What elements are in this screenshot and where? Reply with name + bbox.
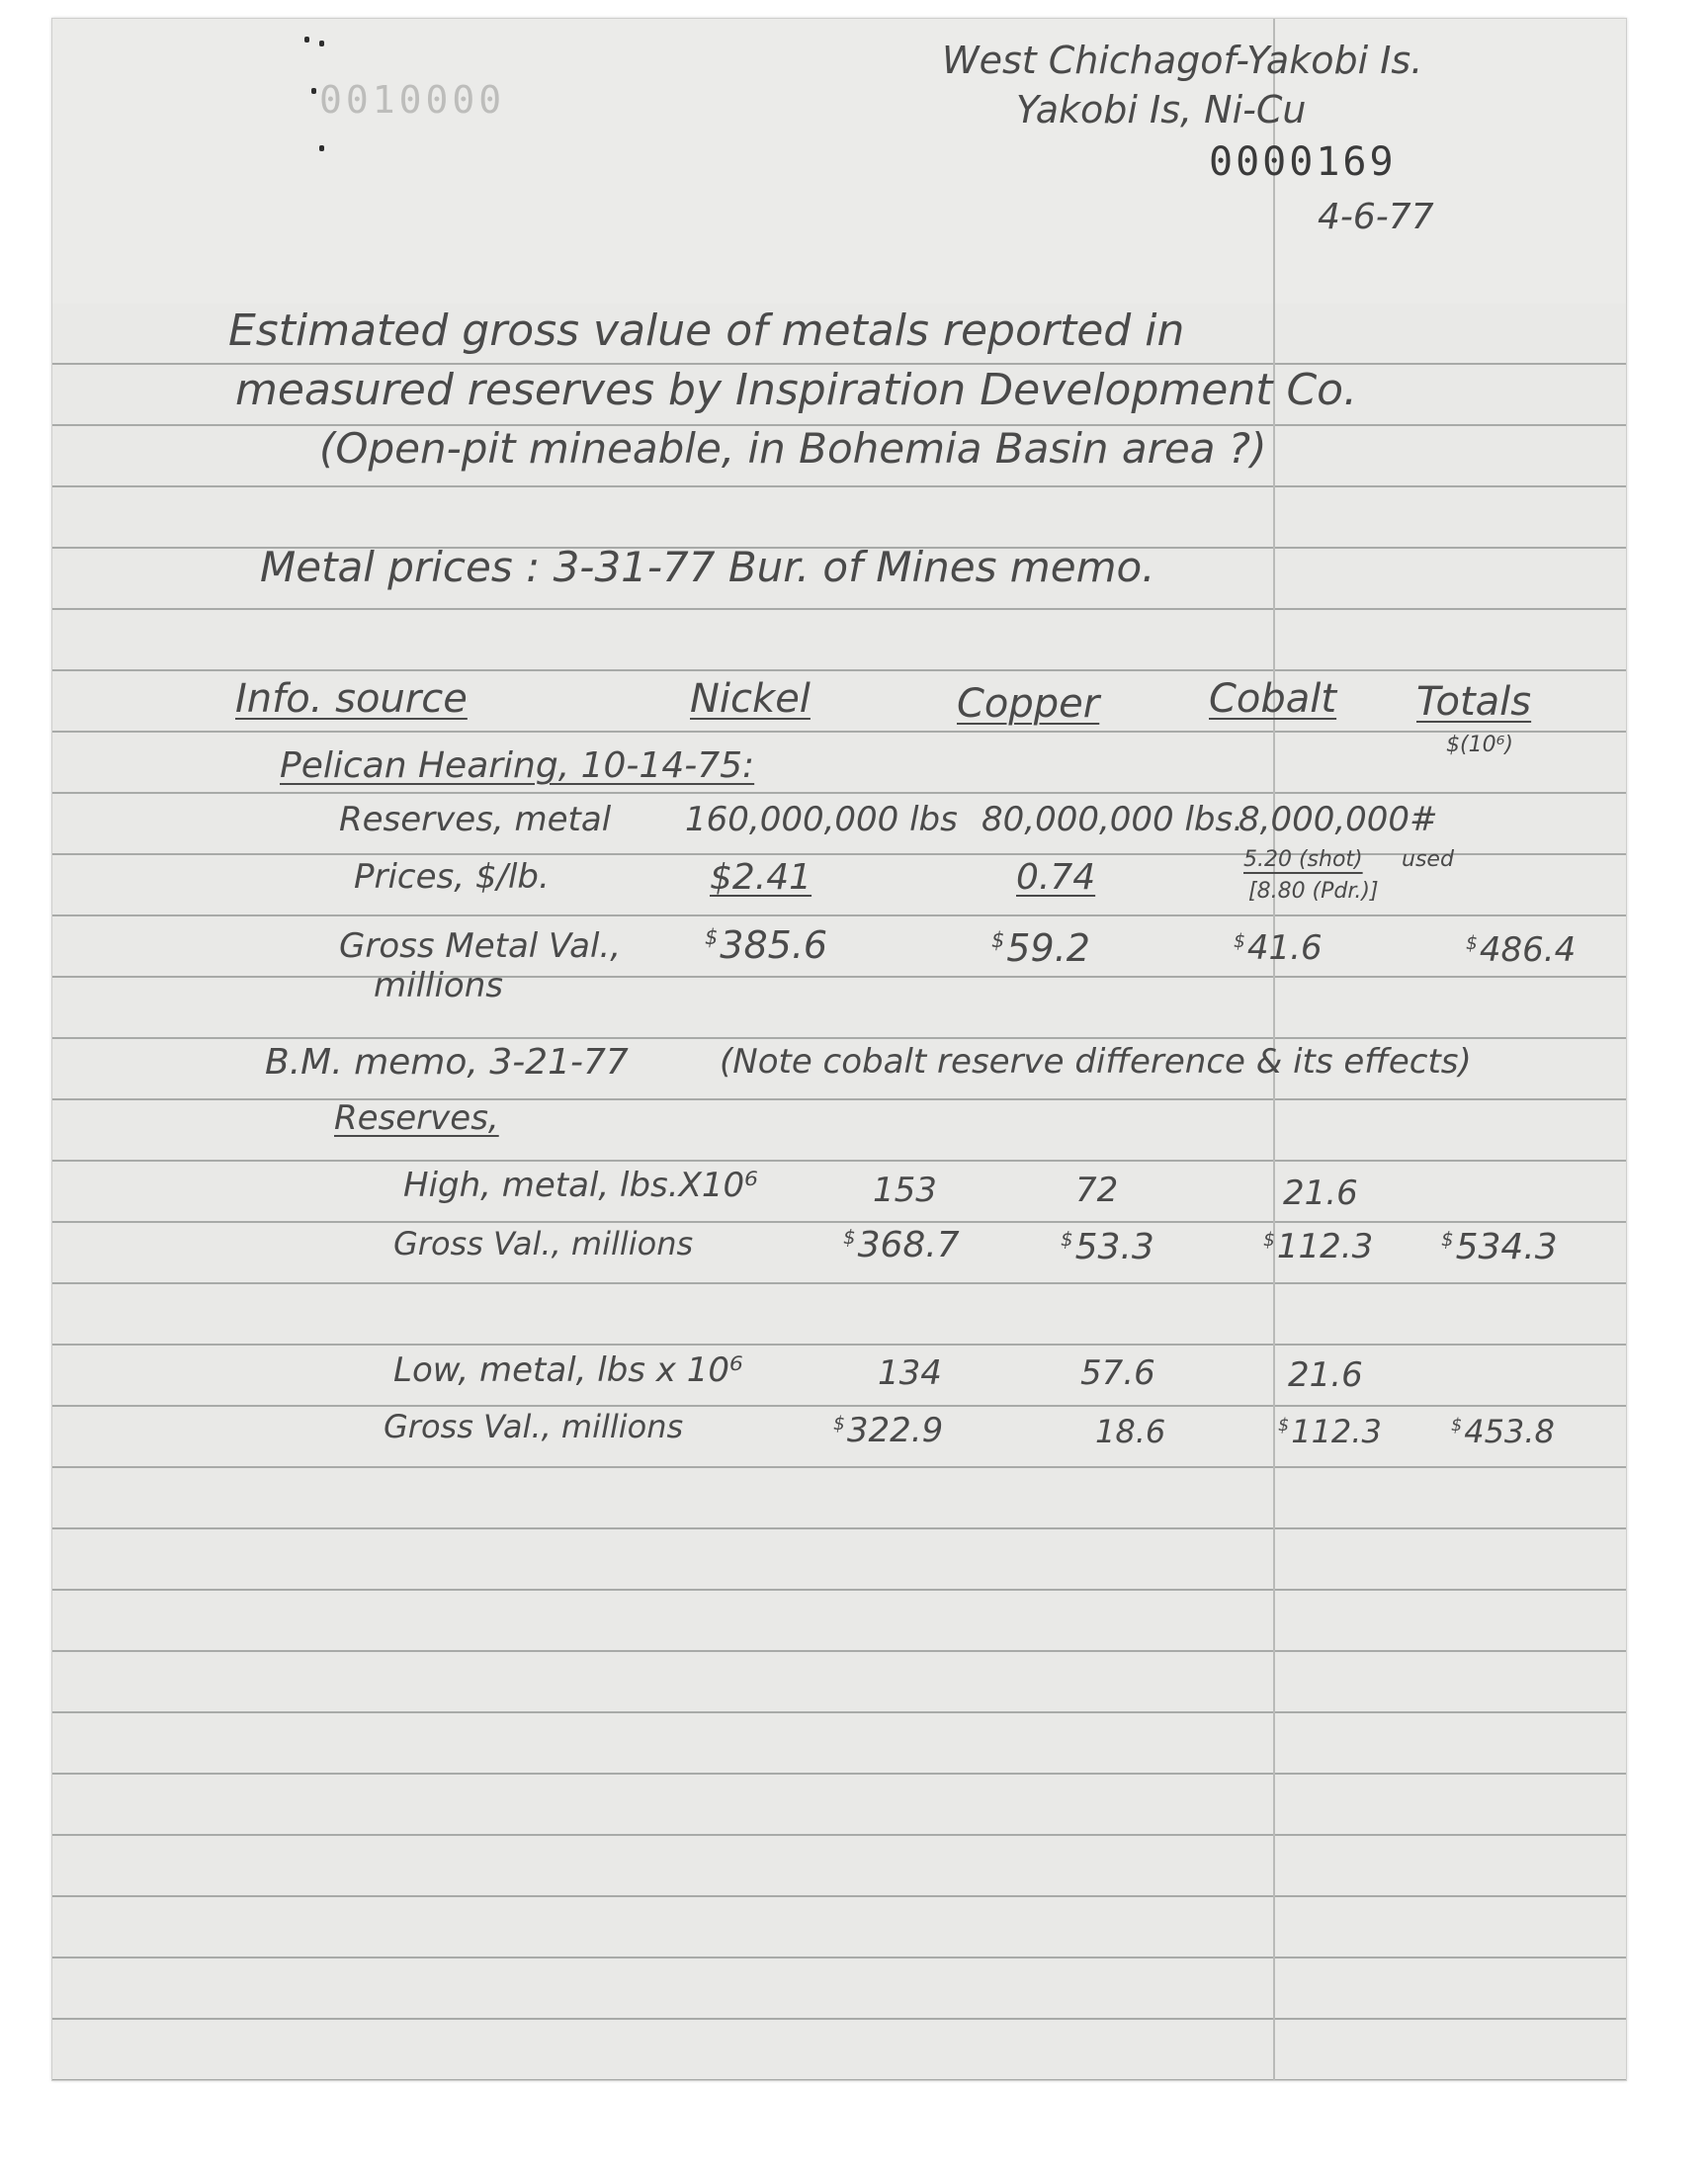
column-header-totals: Totals: [1416, 679, 1532, 725]
faint-stamp-number: 0010000: [319, 78, 506, 122]
pelican-reserves-cobalt: 8,000,000#: [1238, 800, 1438, 839]
punch-hole-mark: [311, 88, 316, 94]
column-header-cobalt: Cobalt: [1209, 676, 1337, 722]
bm-low-gross-total: $453.8: [1451, 1413, 1555, 1450]
bm-low-gross-copper: 18.6: [1095, 1413, 1166, 1450]
bm-high-gross-label: Gross Val., millions: [393, 1225, 694, 1262]
bm-high-gross-nickel: $368.7: [843, 1225, 960, 1265]
punch-hole-mark: [304, 37, 309, 43]
pelican-reserves-copper: 80,000,000 lbs.: [982, 800, 1244, 839]
pelican-prices-label: Prices, $/lb.: [354, 857, 550, 897]
pelican-gross-copper: $59.2: [991, 926, 1090, 970]
document-date: 4-6-77: [1318, 197, 1434, 237]
pelican-gross-cobalt: $41.6: [1234, 928, 1323, 968]
pelican-price-copper: 0.74: [1016, 857, 1096, 898]
punch-hole-mark: [319, 41, 324, 46]
bm-low-label: Low, metal, lbs x 10⁶: [393, 1350, 743, 1390]
bm-high-gross-total: $534.3: [1441, 1227, 1558, 1267]
notebook-page: [51, 18, 1627, 2081]
location-line-1: West Chichagof-Yakobi Is.: [942, 39, 1423, 82]
pelican-price-nickel: $2.41: [710, 857, 812, 898]
bm-low-cobalt: 21.6: [1288, 1355, 1363, 1395]
bm-high-gross-copper: $53.3: [1061, 1227, 1154, 1267]
column-header-nickel: Nickel: [690, 676, 811, 722]
bm-high-label: High, metal, lbs.X10⁶: [403, 1166, 758, 1205]
column-header-info-source: Info. source: [235, 676, 468, 722]
pelican-gross-label-units: millions: [374, 966, 503, 1005]
pelican-price-cobalt-pdr: [8.80 (Pdr.)]: [1248, 879, 1379, 904]
pelican-reserves-label: Reserves, metal: [339, 800, 612, 839]
title-line-2: measured reserves by Inspiration Development Co.: [235, 365, 1358, 415]
column-header-copper: Copper: [957, 681, 1100, 727]
document-number: 0000169: [1209, 139, 1397, 185]
bm-high-nickel: 153: [873, 1171, 937, 1210]
pelican-gross-label: Gross Metal Val.,: [339, 926, 622, 966]
title-line-3: (Open-pit mineable, in Bohemia Basin area ?): [319, 424, 1267, 473]
pelican-gross-nickel: $385.6: [705, 923, 828, 967]
pelican-price-cobalt-used-note: used: [1402, 847, 1454, 872]
bm-high-gross-cobalt: $112.3: [1263, 1227, 1374, 1266]
pelican-gross-total: $486.4: [1466, 930, 1577, 970]
bm-low-copper: 57.6: [1080, 1353, 1155, 1393]
location-line-2: Yakobi Is, Ni-Cu: [1016, 88, 1307, 131]
pelican-heading: Pelican Hearing, 10-14-75:: [280, 745, 755, 786]
bm-high-copper: 72: [1075, 1171, 1119, 1210]
bm-reserves-label: Reserves,: [334, 1098, 499, 1138]
pelican-price-cobalt-shot: 5.20 (shot): [1243, 847, 1363, 872]
pelican-reserves-nickel: 160,000,000 lbs: [685, 800, 958, 839]
bm-low-gross-cobalt: $112.3: [1278, 1413, 1382, 1450]
totals-unit: $(10⁶): [1446, 733, 1513, 757]
bm-low-gross-label: Gross Val., millions: [384, 1408, 684, 1445]
bm-high-cobalt: 21.6: [1283, 1174, 1358, 1213]
bm-low-nickel: 134: [878, 1353, 942, 1393]
bm-memo-note: (Note cobalt reserve difference & its effects): [720, 1042, 1472, 1082]
title-line-1: Estimated gross value of metals reported in: [228, 305, 1185, 356]
punch-hole-mark: [319, 145, 324, 151]
metal-prices-source: Metal prices : 3-31-77 Bur. of Mines memo.: [260, 543, 1155, 591]
bm-low-gross-nickel: $322.9: [833, 1411, 944, 1450]
bm-memo-heading: B.M. memo, 3-21-77: [265, 1042, 629, 1083]
